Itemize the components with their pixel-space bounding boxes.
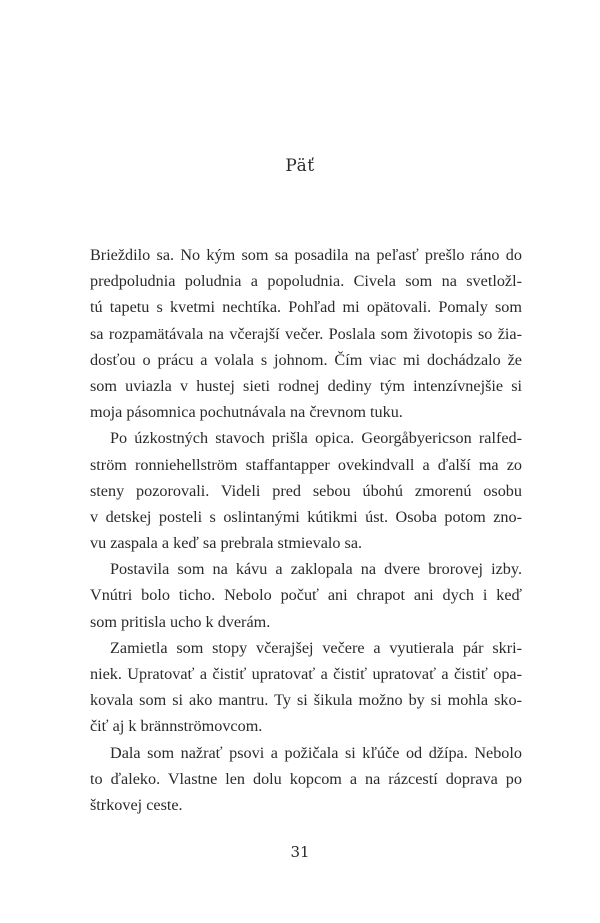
text-line: v detskej posteli s oslintanými kútikmi úst. Osoba potom zno-	[90, 507, 522, 526]
text-line: Zamietla som stopy včerajšej večere a vyutierala pár skri-	[110, 638, 522, 657]
text-line: Brieždilo sa. No kým som sa posadila na peľasť prešlo ráno do	[90, 246, 522, 264]
text-line: tú tapetu s kvetmi nechtíka. Pohľad mi opätovali. Pomaly som	[90, 298, 522, 317]
chapter-title: Päť	[285, 156, 315, 176]
text-line: som uviazla v hustej sieti rodnej dediny tým intenzívnejšie si	[90, 376, 522, 395]
text-line: kovala som si ako mantru. Ty si šikula možno by si mohla sko-	[90, 691, 522, 710]
text-line: Postavila som na kávu a zaklopala na dvere brorovej izby.	[110, 560, 522, 579]
text-line: ström ronniehellström staffantapper ovekindvall a ďalší ma zo	[90, 455, 522, 474]
paragraph	[90, 635, 522, 740]
text-line: dosťou o prácu a volala s johnom. Čím viac mi dochádzalo že	[90, 350, 522, 369]
page-number: 31	[290, 843, 310, 861]
text-line: Vnútri bolo ticho. Nebolo počuť ani chrapot ani dych i keď	[90, 586, 522, 605]
text-line: steny pozorovali. Videli pred sebou úbohú zmorenú osobu	[90, 481, 522, 500]
text-line: štrkovej ceste.	[90, 795, 183, 814]
text-line: čiť aj k brännströmovcom.	[90, 717, 263, 736]
text-line: to ďaleko. Vlastne len dolu kopcom a na rázcestí doprava po	[90, 769, 522, 788]
text-line: Po úzkostných stavoch prišla opica. Georgåbyericson ralfed-	[110, 429, 522, 448]
paragraph	[90, 556, 522, 635]
text-line: predpoludnia poludnia a popoludnia. Civela som na svetložl-	[90, 272, 522, 291]
text-line: Dala som nažrať psovi a požičala si kľúče od džípa. Nebolo	[110, 743, 522, 762]
text-line: vu zaspala a keď sa prebrala stmievalo sa.	[90, 534, 363, 553]
text-line: som pritisla ucho k dverám.	[90, 612, 271, 631]
text-line: niek. Upratovať a čistiť upratovať a čistiť upratovať a čistiť opa-	[90, 665, 522, 683]
paragraph	[90, 740, 522, 819]
body-text	[90, 242, 522, 818]
text-line: sa rozpamätávala na včerajší večer. Poslala som životopis so žia-	[90, 324, 522, 343]
paragraph	[90, 425, 522, 556]
text-line: moja pásomnica pochutnávala na črevnom tuku.	[90, 403, 403, 422]
paragraph	[90, 242, 522, 425]
